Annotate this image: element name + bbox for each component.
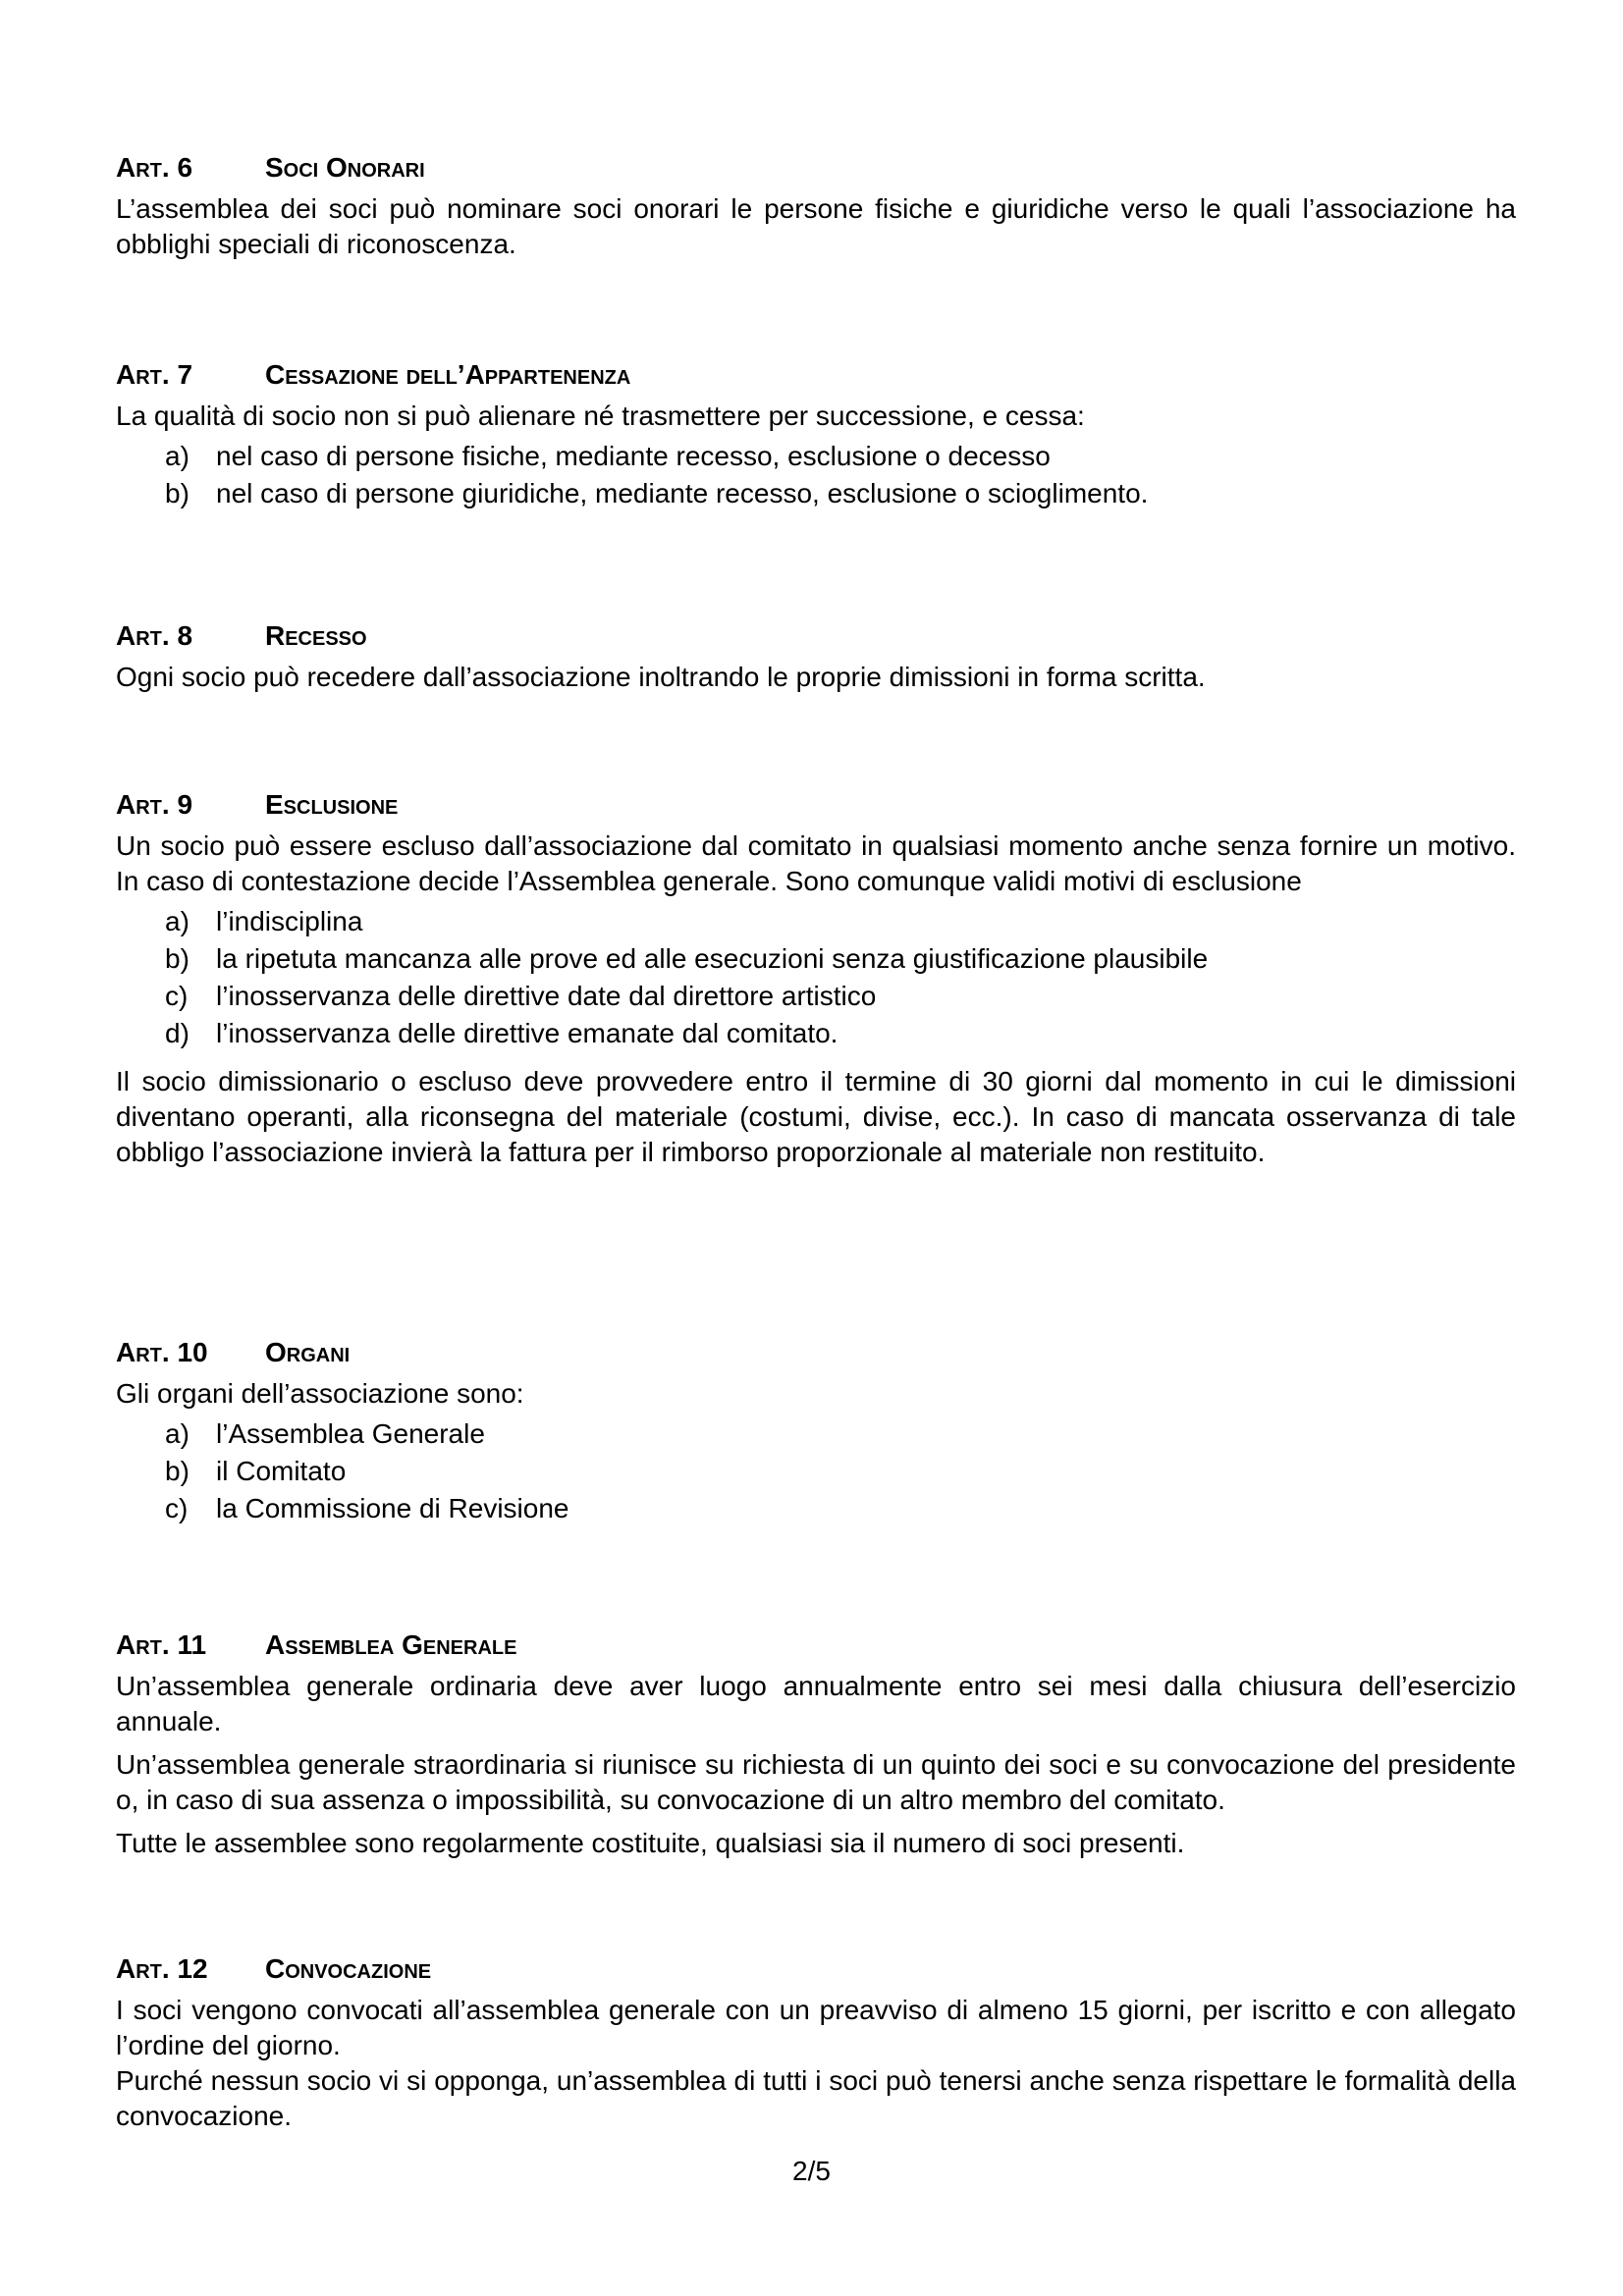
document-page	[116, 0, 1516, 2296]
article-heading	[116, 789, 1516, 828]
article-paragraph: Un’assemblea generale ordinaria deve aver luogo annualmente entro sei mesi dalla chiusura dell’esercizio annuale.	[116, 1671, 1516, 1736]
article-heading	[116, 359, 1516, 399]
article-7	[116, 359, 1516, 512]
list-text: la ripetuta mancanza alle prove ed alle esecuzioni senza giustificazione plausibile	[216, 943, 1209, 974]
list-marker: a)	[165, 1418, 189, 1449]
list-text: l’Assemblea Generale	[216, 1418, 485, 1449]
list-text: nel caso di persone fisiche, mediante recesso, esclusione o decesso	[216, 441, 1051, 471]
list-marker: a)	[165, 906, 189, 936]
article-heading	[116, 1629, 1516, 1669]
article-number: Art. 12	[116, 1953, 208, 1984]
list-marker: b)	[165, 943, 189, 974]
article-title: Esclusione	[265, 789, 399, 820]
article-paragraph: Un’assemblea generale straordinaria si riunisce su richiesta di un quinto dei soci e su convocazione del presidente o, in caso di sua assenza o impossibilità, su convocazione di un altro membro del comitato.	[116, 1749, 1516, 1815]
list-marker: b)	[165, 1456, 189, 1486]
list-marker: a)	[165, 441, 189, 471]
list-text: nel caso di persone giuridiche, mediante recesso, esclusione o scioglimento.	[216, 478, 1149, 508]
list-text: l’inosservanza delle direttive emanate dal comitato.	[216, 1018, 839, 1048]
list-marker: d)	[165, 1018, 189, 1048]
article-list	[116, 1415, 1516, 1527]
list-item	[116, 1415, 1516, 1453]
article-paragraph: Gli organi dell’associazione sono:	[116, 1378, 524, 1409]
page-number: 2/5	[792, 2156, 831, 2186]
article-title: Organi	[265, 1337, 351, 1367]
article-8	[116, 620, 1516, 695]
article-list	[116, 903, 1516, 1052]
list-item	[116, 1015, 1516, 1052]
article-title: Cessazione dell’Appartenenza	[265, 359, 631, 390]
article-9	[116, 789, 1516, 1170]
article-paragraph: Ogni socio può recedere dall’associazione inoltrando le proprie dimissioni in forma scritta.	[116, 662, 1206, 692]
article-10	[116, 1337, 1516, 1527]
article-paragraph: Tutte le assemblee sono regolarmente costituite, qualsiasi sia il numero di soci presenti.	[116, 1828, 1185, 1858]
list-text: l’inosservanza delle direttive date dal direttore artistico	[216, 981, 877, 1011]
article-title: Convocazione	[265, 1953, 432, 1984]
article-paragraph: I soci vengono convocati all’assemblea generale con un preavviso di almeno 15 giorni, per iscritto e con allegato l’ordine del giorno.	[116, 1995, 1516, 2060]
list-item	[116, 475, 1516, 512]
article-6	[116, 152, 1516, 262]
article-paragraph: La qualità di socio non si può alienare né trasmettere per successione, e cessa:	[116, 400, 1085, 431]
article-12	[116, 1953, 1516, 2134]
article-paragraph: Un socio può essere escluso dall’associazione dal comitato in qualsiasi momento anche senza fornire un motivo. In caso di contestazione decide l’Assemblea generale. Sono comunque validi motivi di esclusione	[116, 830, 1516, 896]
article-number: Art. 9	[116, 789, 193, 820]
list-item	[116, 940, 1516, 978]
list-item	[116, 1453, 1516, 1490]
list-item	[116, 438, 1516, 475]
list-marker: b)	[165, 478, 189, 508]
article-11	[116, 1629, 1516, 1861]
article-heading	[116, 152, 1516, 191]
article-title: Soci Onorari	[265, 152, 425, 183]
article-number: Art. 8	[116, 620, 193, 651]
article-title: Assemblea Generale	[265, 1629, 517, 1660]
list-marker: c)	[165, 1493, 189, 1523]
article-heading	[116, 1337, 1516, 1376]
list-item	[116, 903, 1516, 940]
article-paragraph: Purché nessun socio vi si opponga, un’assemblea di tutti i soci può tenersi anche senza rispettare le formalità della convocazione.	[116, 2065, 1516, 2131]
article-number: Art. 10	[116, 1337, 208, 1367]
list-marker: c)	[165, 981, 189, 1011]
article-paragraph: L’assemblea dei soci può nominare soci onorari le persone fisiche e giuridiche verso le quali l’associazione ha obblighi speciali di riconoscenza.	[116, 193, 1516, 259]
list-text: la Commissione di Revisione	[216, 1493, 569, 1523]
article-title: Recesso	[265, 620, 367, 651]
article-paragraph: Il socio dimissionario o escluso deve provvedere entro il termine di 30 giorni dal momento in cui le dimissioni diventano operanti, alla riconsegna del materiale (costumi, divise, ecc.). In caso di mancata osservanza di tale obbligo l’associazione invierà la fattura per il rimborso proporzionale al materiale non restituito.	[116, 1066, 1516, 1167]
list-item	[116, 1490, 1516, 1527]
list-text: il Comitato	[216, 1456, 347, 1486]
article-heading	[116, 1953, 1516, 1993]
article-list	[116, 438, 1516, 512]
article-number: Art. 6	[116, 152, 193, 183]
article-number: Art. 11	[116, 1629, 207, 1660]
list-item	[116, 978, 1516, 1015]
list-text: l’indisciplina	[216, 906, 363, 936]
article-number: Art. 7	[116, 359, 193, 390]
article-heading	[116, 620, 1516, 660]
